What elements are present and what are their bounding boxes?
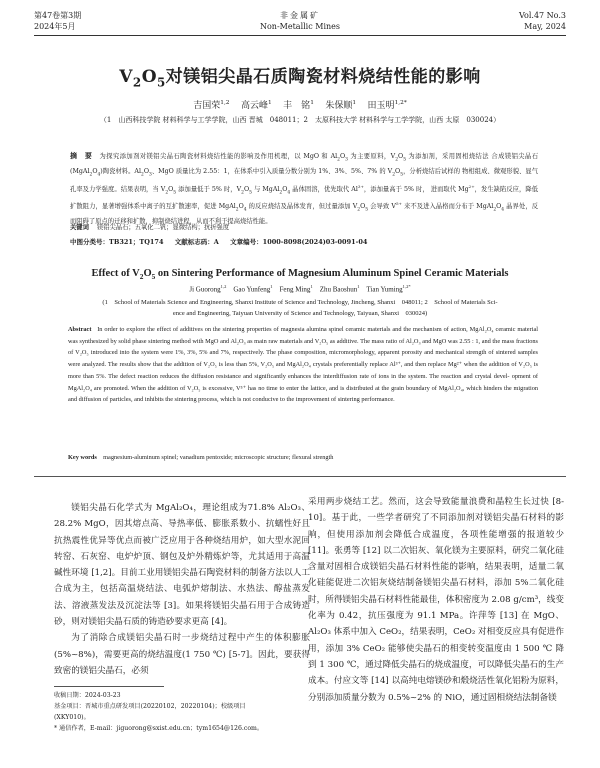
body-line: 对镁铝尖晶石材料的影响，但使用添加剂会降低合成 bbox=[308, 513, 564, 540]
title-en-sub: 2 bbox=[139, 272, 144, 282]
issue-date-cn: 2024年5月 bbox=[34, 22, 76, 31]
author-sup: 1,2* bbox=[394, 100, 407, 106]
title-en-part: O bbox=[143, 268, 152, 279]
abstract-en bbox=[68, 324, 538, 406]
body-line: 相合成镁铝尖晶石材料性能的影响，结果表明，适量 bbox=[343, 562, 547, 573]
paper-title-en bbox=[30, 268, 570, 281]
volume-en: Vol.47 No.3 bbox=[519, 11, 566, 20]
abs-text: V bbox=[391, 203, 396, 211]
footnote-block bbox=[54, 686, 304, 734]
author-sup: 1 bbox=[352, 100, 357, 106]
author-list bbox=[30, 98, 570, 111]
abs-text: O bbox=[282, 185, 288, 193]
section-rule bbox=[34, 476, 566, 477]
corresponding-author: * 通信作者，E-mail：jiguorong@sxist.edu.cn；tym1654@126.com。 bbox=[54, 725, 264, 732]
body-line: 水热法、醇盐蒸发法、溶液蒸发法及沉淀法等 [3]。 bbox=[54, 584, 310, 611]
title-sub: 2 bbox=[132, 75, 142, 90]
journal-name-cn: 非金属矿 bbox=[280, 11, 320, 20]
abstract-en-label: Abstract bbox=[68, 326, 92, 333]
body-line: 采用两步烧结工艺。然而，这会导致能量浪费和晶粒 bbox=[308, 497, 514, 507]
header-center bbox=[34, 10, 566, 32]
title-part: 对镁铝尖晶石质陶瓷材料烧结性能的影响 bbox=[165, 67, 481, 87]
author: 吉国荣 bbox=[193, 101, 221, 111]
body-paragraph bbox=[54, 630, 310, 679]
abs-text: O bbox=[243, 185, 250, 193]
title-sub: 5 bbox=[157, 75, 166, 90]
abs-en-text: phase composition, micromorphology, apparent porosity and mechanical strength of sintered samples were analyzed. The results show that the addition bbox=[68, 349, 538, 369]
abs-text: 会导致 bbox=[368, 203, 390, 211]
journal-name-en: Non-Metallic Mines bbox=[259, 22, 341, 31]
author-en-sup: 1,2* bbox=[402, 284, 411, 289]
body-line: 由 1 500 ℃ 降到 1 300 ℃，通过降低尖晶石的烧成温 bbox=[308, 643, 564, 670]
author-en-sup: 1 bbox=[270, 284, 273, 289]
clc-value: TB321；TQ174 bbox=[109, 238, 164, 246]
body-line: 次铝灰、氧化镁为主要原料，研究二氧化硅含量对固 bbox=[308, 545, 564, 573]
paper-title bbox=[30, 62, 570, 89]
author: 高云峰 bbox=[240, 101, 268, 111]
abs-text: O bbox=[168, 185, 174, 193]
body-line: 胀系数小、抗蠕性好且抗热震性优异等优点而被广泛 bbox=[54, 519, 310, 546]
doc-code-label: 文献标志码： bbox=[174, 238, 214, 246]
body-line: 添加 5%二氧化硅时，所得镁铝尖晶石材料性 bbox=[308, 578, 564, 605]
author-en: Tian Yuming bbox=[366, 285, 403, 294]
body-line: 71.8% Al₂O₃、28.2% MgO，因其熔点高、导热率低、膨 bbox=[54, 503, 310, 530]
author-list-en bbox=[30, 284, 570, 293]
author-en: Ji Guorong bbox=[189, 285, 221, 294]
keywords-cn bbox=[70, 222, 538, 231]
author: 丰 铭 bbox=[283, 101, 311, 111]
affiliation-en-line: ence and Engineering, Taiyuan University of Science and Technology, Taiyuan, Shanxi 030024) bbox=[172, 310, 428, 317]
title-en-sub: 5 bbox=[151, 272, 156, 282]
body-line: 为了消除合成镁铝尖晶石时一步烧结过程中 bbox=[71, 633, 247, 644]
abs-text: 来不及进入晶格而分布于 MgAl bbox=[401, 203, 494, 211]
author-en: Zhu Baoshun bbox=[319, 285, 358, 294]
author-en: Gao Yunfeng bbox=[233, 285, 271, 294]
volume-issue: 第47卷第3期 bbox=[34, 11, 82, 20]
body-right-column bbox=[308, 494, 564, 706]
keywords-text: 镁铝尖晶石；五氧化二钒；显微结构；抗折强度 bbox=[96, 224, 230, 231]
classification-line bbox=[70, 237, 538, 246]
body-line: 炉炉顶、钢包及炉外精炼炉等，尤其适用于高温碱性 bbox=[54, 551, 310, 579]
abs-en-text: opment of MgAl₂O₄ are promoted. When the addition of V₂O₅ is excessive, V⁵⁺ has no time to enter the lattice, and is distributed at the grain boundary bbox=[68, 372, 539, 392]
body-line: 环境 [1,2]。目前工业用镁铝尖晶石陶瓷材料的制备方 bbox=[71, 568, 276, 579]
body-line: 温度，各项性能增强的报道较少 [11]。张勇等 [12] 以二 bbox=[308, 529, 564, 556]
footnote-rule bbox=[54, 686, 164, 687]
title-en-part: on Sintering Performance of Magnesium Aluminum Spinel Ceramic Materials bbox=[155, 268, 509, 279]
received-date: 收稿日期：2024-03-23 bbox=[54, 692, 121, 699]
abs-en-text: of action, MgAl₂O₄ ceramic material was synthesized by solid phase sintering method with MgO and Al₂O₃ as main raw materials and V₂O₅ as additive. bbox=[68, 326, 538, 345]
abs-en-text: sintering performance. bbox=[337, 396, 395, 404]
abstract-label: 摘 要 bbox=[70, 151, 93, 160]
affiliation-en bbox=[40, 297, 560, 319]
abs-text: O bbox=[398, 153, 404, 160]
abs-text: ，分析烧结后试样的 bbox=[403, 167, 461, 175]
keywords-label: 关键词 bbox=[70, 224, 89, 231]
body-line: 量分数为 0.5%~2% 的 NiO，通过固相烧结法制备镁 bbox=[350, 692, 557, 703]
author: 田玉明 bbox=[367, 101, 395, 111]
affiliation-cn: （1 山西科技学院 材料科学与工学学院，山西 晋城 048011；2 太原科技大学 材料科学与工学学院，山西 太原 030024） bbox=[99, 116, 501, 124]
body-line: 生长过快 [8-10]。基于此，一些学者研究了不同添加剂 bbox=[308, 497, 564, 524]
body-paragraph bbox=[54, 500, 310, 630]
keywords-en-label: Key words bbox=[68, 454, 97, 461]
abs-text: ，发生缺陷反应，降低扩散阻力，显著增强体系中离子的互扩散速率，促进 MgAl bbox=[70, 185, 538, 211]
body-paragraph bbox=[308, 494, 564, 706]
doc-code-value: A bbox=[213, 238, 219, 246]
body-line: 法以人工合成为主，包括高温烧结法、电弧炉熔制法、 bbox=[54, 568, 310, 595]
abs-text: 添加量低于 5% 时，V bbox=[176, 185, 242, 193]
abs-text: 进而取代 Mg bbox=[430, 185, 469, 193]
keywords-en-text: magnesium-aluminum spinel; vanadium pentoxide; microscopic structure; flexural strength bbox=[103, 454, 334, 461]
affiliation-en-line: (1 School of Materials Science and Engineering, Shanxi Institute of Science and Technology, Jincheng, Shanxi 048011; 2 School of Materials Sci- bbox=[102, 299, 498, 306]
abs-text: O bbox=[360, 203, 366, 211]
abs-en-text: defect reaction reduces the diffusion resistance and significantly enhances the interdiffusion rate of ions in the system. The reaction and crystal devel- bbox=[120, 372, 510, 380]
author: 朱保顺 bbox=[325, 101, 353, 111]
body-line: 度，可以降低尖晶石的生产成本。付应文等 [14] 以高 bbox=[308, 659, 564, 687]
abs-text: 、MgO 质量比为 2.55：1，在体系中引入质量分数分别为 1%、3%、5%、7% 的 V bbox=[151, 167, 393, 175]
abs-text: O bbox=[92, 167, 98, 175]
body-line: 镁铝尖晶石化学式为 MgAl₂O₄，理论组成为 bbox=[71, 503, 248, 513]
issue-date-en: May, 2024 bbox=[524, 22, 566, 31]
clc-label: 中图分类号： bbox=[70, 238, 109, 246]
abs-text: 的反应烧结及晶体发育，但过量添加 V bbox=[246, 203, 358, 211]
abs-text: 与 MgAl bbox=[251, 185, 280, 193]
abs-text: 为主要原料，V bbox=[347, 153, 396, 160]
header-rule bbox=[34, 35, 566, 36]
body-line: 纯电熔镁砂和煅烧活性氧化铝粉为原料，分别添加质 bbox=[308, 676, 564, 703]
author-sup: 1 bbox=[268, 100, 272, 106]
author-en: Feng Ming bbox=[279, 285, 311, 294]
abstract-cn: 摘 要 为探究添加剂对镁铝尖晶石陶瓷材料烧结性能的影响及作用机理，以 MgO 和 $Al_2O_3$ 为主要原料，$V_2O_5$ 为添加剂，采用固相烧结法 合成镁铝尖晶石$(MgAl_2O_4)$陶瓷材料。$Al_2O_3$、MgO 质量比为 2.55：1，在体系中引入质量分数分别为 1%、3%、5%、7% 的 $V_2O_5$，分析烧结后试样的 物相组成、微观形貌、显气孔率及力学强度。结果表明，当 $V_2O_5$ 添加量低于 5% 时，$V_2O_5$ 与 $MgAl_2O_4$ 晶体固溶，优先取代 $Al^{3+}$，添加量高于 5% 时， 进而取代 $Mg^{2+}$，发生缺陷反应，降低扩散阻力，显著增强体系中离子的互扩散速率，促进 $MgAl_2O_4$ 的反应烧结及晶体发育，但过量添加 $V_2O_5$ 会导致 $V^{5+}$ 来不及进入晶格而分布于 $MgAl_2O_4$ 晶界处，反而阻碍了原点的迁移和扩散，抑制烧结进程，从而不利于提高烧结性能。 bbox=[70, 151, 539, 226]
body-line: 抗压强度为 91.1 MPa。许萍等 [13] 在 MgO、Al₂O₃ 体 bbox=[308, 611, 564, 638]
abs-en-text: The mass ratio of Al₂O₃ and MgO was 2.55 : 1, and the mass fractions of V₂O₅ introduced into the system were 1%, 3%, 5% and 7%, respectively. The bbox=[68, 337, 538, 357]
abs-text: O bbox=[339, 153, 346, 160]
abs-en-text: of MgAl₂O₄, which hinders the migration and diffusion of particles, and inhibits the sintering process, which is not conducive to the improvement of bbox=[68, 384, 539, 404]
abs-text: )陶瓷材料。Al bbox=[100, 167, 141, 175]
abs-en-text: of V₂O₅ is less than 5%, V₂O₅ and MgAl₂O₄ crystals preferentially replace Al³⁺, and then replace Mg²⁺ when the addition of V₂O₅ is more than 5%. The bbox=[68, 361, 538, 380]
title-en-part: Effect of V bbox=[91, 268, 140, 279]
abs-en-text: In order to explore the effect of additives on the sintering properties of magnesia alumina spinel ceramic materials and the mechanism bbox=[97, 326, 442, 333]
author-sup: 1,2 bbox=[220, 100, 230, 106]
title-part: O bbox=[141, 67, 157, 87]
abs-text: 物相组成、微观形貌、显气孔率及力学强度。结果表明，当 V bbox=[70, 167, 538, 193]
abs-text: O bbox=[496, 203, 502, 211]
author-en-sup: 1 bbox=[357, 284, 360, 289]
body-line: (1 750 ℃) [5-7]。因此，要获得致密的镁铝尖晶石，必须 bbox=[54, 649, 310, 676]
abs-text: 晶界处，反而阻碍了原点的迁移和扩散，抑制烧结进程，从而不利于提高烧结性能。 bbox=[70, 203, 538, 226]
abs-text: 合成镁铝尖晶石(MgAl bbox=[70, 153, 539, 175]
body-line: 能最佳，体积密度为 2.08 g/cm³，线变化率为 0.42， bbox=[308, 594, 564, 622]
body-line: 二氧化硅能促进二次铝灰烧结制备镁铝尖晶石材料， bbox=[308, 562, 564, 589]
abs-text: O bbox=[143, 167, 149, 175]
body-line: 应用于各种烧结用炉，如大型水泥回转窑、石灰窑、电 bbox=[54, 535, 310, 562]
abs-text: 为探究添加剂对镁铝尖晶石陶瓷材料烧结性能的影响及作用机理，以 MgO 和 Al bbox=[99, 153, 338, 160]
body-left-column bbox=[54, 500, 310, 679]
abs-text: 晶体固溶，优先取代 Al bbox=[290, 185, 358, 193]
author-en-sup: 1,2 bbox=[220, 284, 227, 289]
body-line: 产生的体积膨胀(5%~8%)，需要更高的烧结温度 bbox=[54, 633, 310, 660]
body-line: 质的铸造砂要求更高 [4]。 bbox=[131, 617, 233, 628]
keywords-en bbox=[68, 454, 538, 461]
body-line: 系中加入 CeO₂，结果表明，CeO₂ 对相变反应具有促 bbox=[342, 627, 547, 638]
author-sup: 1 bbox=[310, 100, 314, 106]
abs-text: 为添加剂，采用固相烧结法 bbox=[406, 153, 489, 160]
abs-text: ，添加量高于 5% 时， bbox=[363, 185, 429, 193]
body-line: 如果将镁铝尖晶石用于合成铸造砂，则对镁铝尖晶石 bbox=[54, 600, 310, 628]
abs-text: O bbox=[238, 203, 244, 211]
title-part: V bbox=[119, 67, 133, 87]
abs-text: O bbox=[395, 167, 401, 175]
fund-line: (XKY010)。 bbox=[54, 714, 90, 721]
author-en-sup: 1 bbox=[310, 284, 313, 289]
article-no-label: 文章编号： bbox=[230, 238, 263, 246]
fund-line: 基金项目：晋城市重点研发项目(20220102，20220104)；校级项目 bbox=[54, 703, 246, 710]
running-header bbox=[34, 10, 566, 36]
header-right bbox=[519, 10, 566, 32]
article-no-value: 1000-8098(2024)03-0091-04 bbox=[262, 238, 368, 246]
body-line: 进作用，添加 3% CeO₂ 能够使尖晶石的相变转变温度 bbox=[308, 627, 564, 654]
